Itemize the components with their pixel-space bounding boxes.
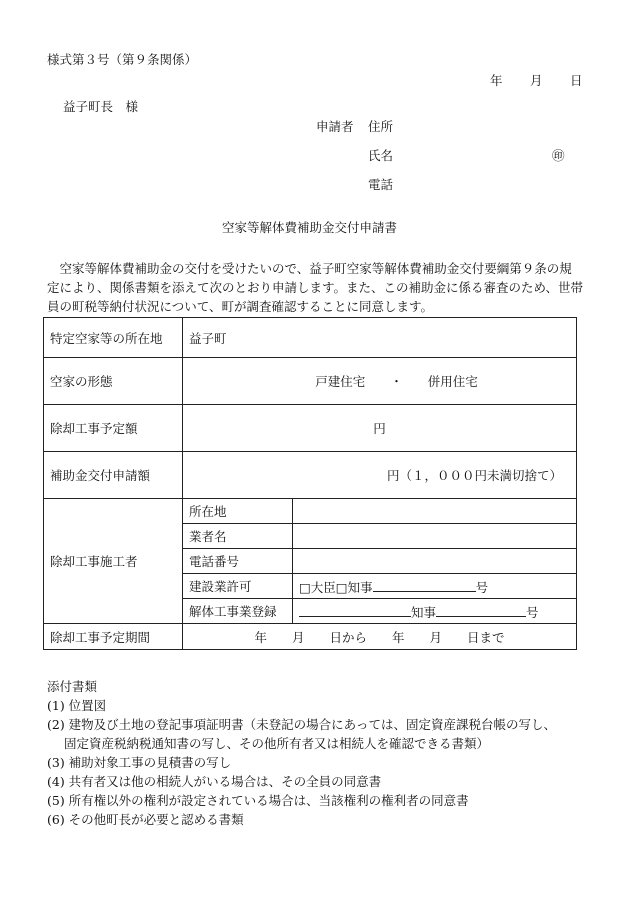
planned-cost-label: 除却工事予定額: [44, 405, 183, 452]
demolition-number-line: [436, 602, 526, 617]
demolition-reg-value: [293, 599, 577, 624]
addressee: 益子町長 様: [63, 99, 139, 114]
date-year-label: 年: [490, 73, 503, 88]
period-value: 年 月 日から 年 月 日まで: [183, 624, 577, 650]
location-label: 特定空家等の所在地: [44, 318, 183, 358]
contractor-phone-label: 電話番号: [183, 549, 293, 574]
date-month-label: 月: [530, 73, 543, 88]
license-number-line: [373, 577, 476, 592]
attachment-item: (4) 共有者又は他の相続人がいる場合は、その全員の同意書: [47, 774, 382, 789]
demolition-reg-label: 解体工事業登録: [183, 599, 293, 624]
house-type-options: 戸建住宅 ・ 併用住宅: [183, 358, 577, 405]
form-number: 様式第３号（第９条関係）: [47, 52, 198, 67]
attachment-item: (2) 建物及び土地の登記事項証明書（未登記の場合にあっては、固定資産課税台帳の写し、: [47, 717, 557, 732]
contractor-name-label: 業者名: [183, 524, 293, 549]
application-table: [43, 317, 577, 650]
attachment-item: (5) 所有権以外の権利が設定されている場合は、当該権利の権利者の同意書: [47, 793, 469, 808]
applicant-name-label: 氏名: [368, 148, 394, 163]
demolition-governor-label: 知事: [411, 604, 437, 620]
planned-cost-unit: 円: [183, 405, 577, 452]
license-checkboxes: □大臣□知事: [299, 579, 373, 595]
location-value: 益子町: [183, 318, 577, 358]
date-day-label: 日: [570, 73, 583, 88]
period-label: 除却工事予定期間: [44, 624, 183, 650]
attachment-item: (6) その他町長が必要と認める書類: [47, 812, 244, 827]
contractor-address-label: 所在地: [183, 499, 293, 524]
attachment-item: (3) 補助対象工事の見積書の写し: [47, 755, 232, 770]
house-type-label: 空家の形態: [44, 358, 183, 405]
demolition-number-suffix: 号: [526, 604, 539, 620]
document-title: 空家等解体費補助金交付申請書: [222, 220, 398, 235]
contractor-phone-value: [293, 549, 577, 574]
contractor-name-value: [293, 524, 577, 549]
intro-paragraph: 空家等解体費補助金の交付を受けたいので、益子町空家等解体費補助金交付要綱第９条の規定により、関係書類を添えて次のとおり申請します。また、この補助金に係る審査のため、世帯員の町税等納付状況について、町が調査確認することに同意します。: [47, 261, 584, 314]
seal-mark: ㊞: [552, 148, 565, 163]
attachments-heading: 添付書類: [47, 679, 98, 694]
demolition-governor-line: [299, 602, 411, 617]
attachments-list: [47, 677, 556, 829]
attachment-item-continuation: 固定資産税納税通知書の写し、その他所有者又は相続人を確認できる書類）: [64, 736, 490, 751]
applicant-phone-label: 電話: [368, 177, 394, 192]
applicant-role-label: 申請者: [316, 119, 354, 134]
license-label: 建設業許可: [183, 574, 293, 599]
grant-amount-label: 補助金交付申請額: [44, 452, 183, 499]
contractor-label: 除却工事施工者: [44, 499, 183, 624]
license-value: [293, 574, 577, 599]
applicant-address-label: 住所: [368, 119, 394, 134]
contractor-address-value: [293, 499, 577, 524]
license-number-suffix: 号: [475, 579, 489, 595]
grant-amount-unit: 円（１，０００円未満切捨て）: [183, 452, 577, 499]
attachment-item: (1) 位置図: [47, 698, 107, 713]
